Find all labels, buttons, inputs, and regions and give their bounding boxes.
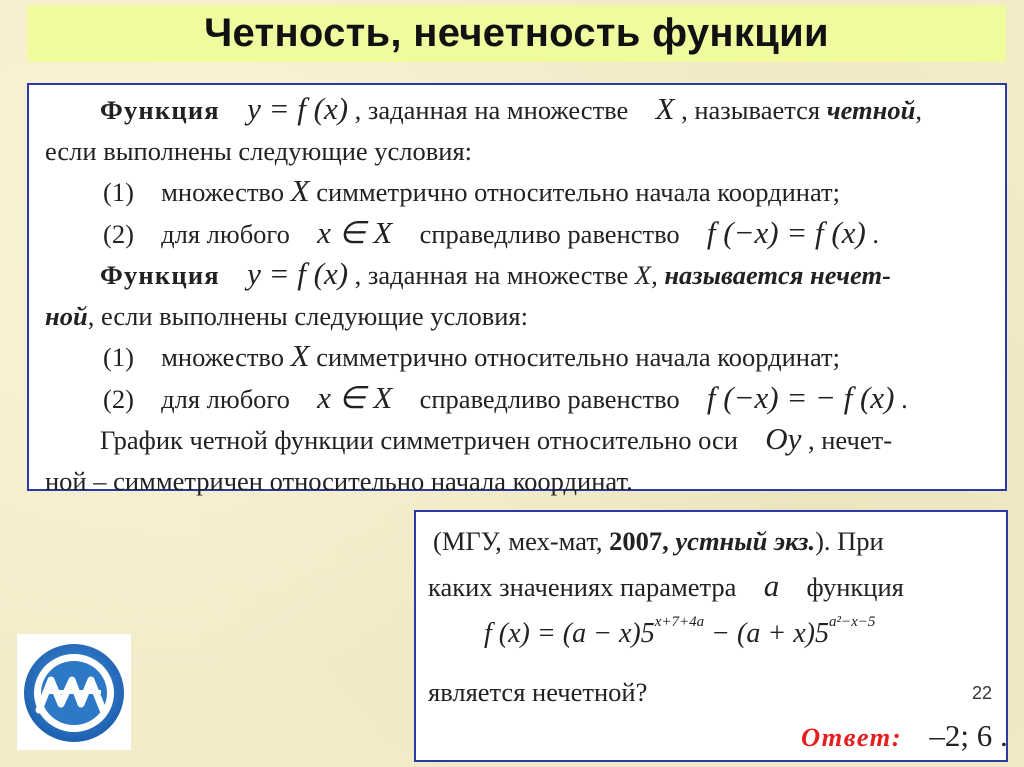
odd-cond2-eq: f (−x) = − f (x) (706, 379, 895, 415)
problem-close: ). При (815, 526, 884, 556)
page-number: 22 (971, 683, 992, 703)
even-cond1-pre: множество (161, 177, 285, 207)
answer-label: Ответ: (801, 722, 903, 752)
even-cond2-pre: для любого (161, 218, 290, 249)
even-cond1-post: симметрично относительно начала координат; (316, 177, 841, 207)
odd-label: Функция (100, 260, 220, 290)
even-cond1 (45, 171, 987, 213)
odd-set: X, (634, 260, 658, 290)
formula-mid: − (a + x)5 (704, 618, 830, 649)
odd-cond2-mid: справедливо равенство (419, 383, 680, 414)
odd-cond2-num: (2) (103, 383, 134, 414)
slide-title: Четность, нечетность функции (204, 11, 829, 55)
graph-axis: Oy (765, 421, 802, 456)
problem-box (414, 510, 1008, 762)
even-def-line2: если выполнены следующие условия: (45, 135, 473, 166)
problem-line2-post: функция (806, 572, 904, 602)
formula-lhs: f (x) = (a − x)5 (484, 618, 655, 649)
mei-logo (17, 634, 131, 750)
problem-line4: является нечетной? (428, 677, 648, 707)
odd-cond2 (45, 378, 987, 420)
problem-param: a (763, 568, 780, 603)
even-cond1-num: (1) (103, 177, 134, 207)
even-cond2-num: (2) (103, 218, 134, 249)
problem-answer (801, 718, 1008, 754)
problem-year: 2007, (609, 526, 669, 556)
even-term: четной (826, 95, 916, 125)
definition-box (27, 83, 1007, 496)
odd-cond1-num: (1) (103, 342, 134, 372)
odd-cond2-elem: x ∈ X (317, 379, 393, 415)
graph-pre: График четной функции симметричен относительно оси (100, 425, 738, 455)
even-eq: y = f (x) (247, 91, 349, 126)
problem-line1 (433, 526, 884, 557)
problem-kind: устный экз. (675, 526, 816, 556)
odd-mid: , заданная на множестве (354, 260, 629, 290)
even-comma: , (915, 95, 922, 125)
even-cond1-set: X (290, 173, 310, 208)
problem-line2 (428, 568, 904, 604)
even-set: X (655, 91, 675, 126)
odd-line2-rest: , если выполнены следующие условия: (87, 300, 528, 331)
problem-open: (МГУ, мех-мат, (433, 526, 603, 556)
even-cond2-elem: x ∈ X (317, 214, 393, 250)
odd-cond2-pre: для любого (161, 383, 290, 414)
odd-def-line1 (45, 254, 987, 296)
odd-term: называется нечет- (664, 260, 891, 290)
odd-cond1 (45, 336, 987, 378)
even-label: Функция (100, 95, 220, 125)
odd-def-line2 (45, 296, 987, 337)
even-mid: , заданная на множестве (354, 95, 629, 125)
problem-formula (484, 614, 876, 650)
even-end: , называется (681, 95, 821, 125)
even-cond2-dot: . (872, 218, 880, 249)
graph-line2: ной – симметричен относительно начала координат. (45, 465, 633, 496)
odd-cond1-post: симметрично относительно начала координат; (316, 342, 841, 372)
graph-line1 (45, 419, 987, 461)
graph-post: , нечет- (808, 425, 893, 455)
odd-term-end: ной (45, 300, 88, 331)
even-cond2-eq: f (−x) = f (x) (706, 214, 866, 250)
odd-cond1-set: X (290, 338, 310, 373)
formula-exp1: x+7+4a (654, 614, 705, 630)
even-cond2-mid: справедливо равенство (419, 218, 680, 249)
odd-cond2-dot: . (901, 383, 908, 414)
odd-cond1-pre: множество (161, 342, 285, 372)
logo-icon (17, 634, 131, 750)
formula-exp2: a²−x−5 (829, 614, 876, 630)
even-def-line1 (45, 89, 987, 131)
title-bar (27, 5, 1006, 62)
even-cond2 (45, 213, 987, 255)
problem-line2-pre: каких значениях параметра (428, 572, 737, 602)
answer-value: –2; 6 . (929, 718, 1008, 753)
odd-eq: y = f (x) (247, 256, 349, 291)
